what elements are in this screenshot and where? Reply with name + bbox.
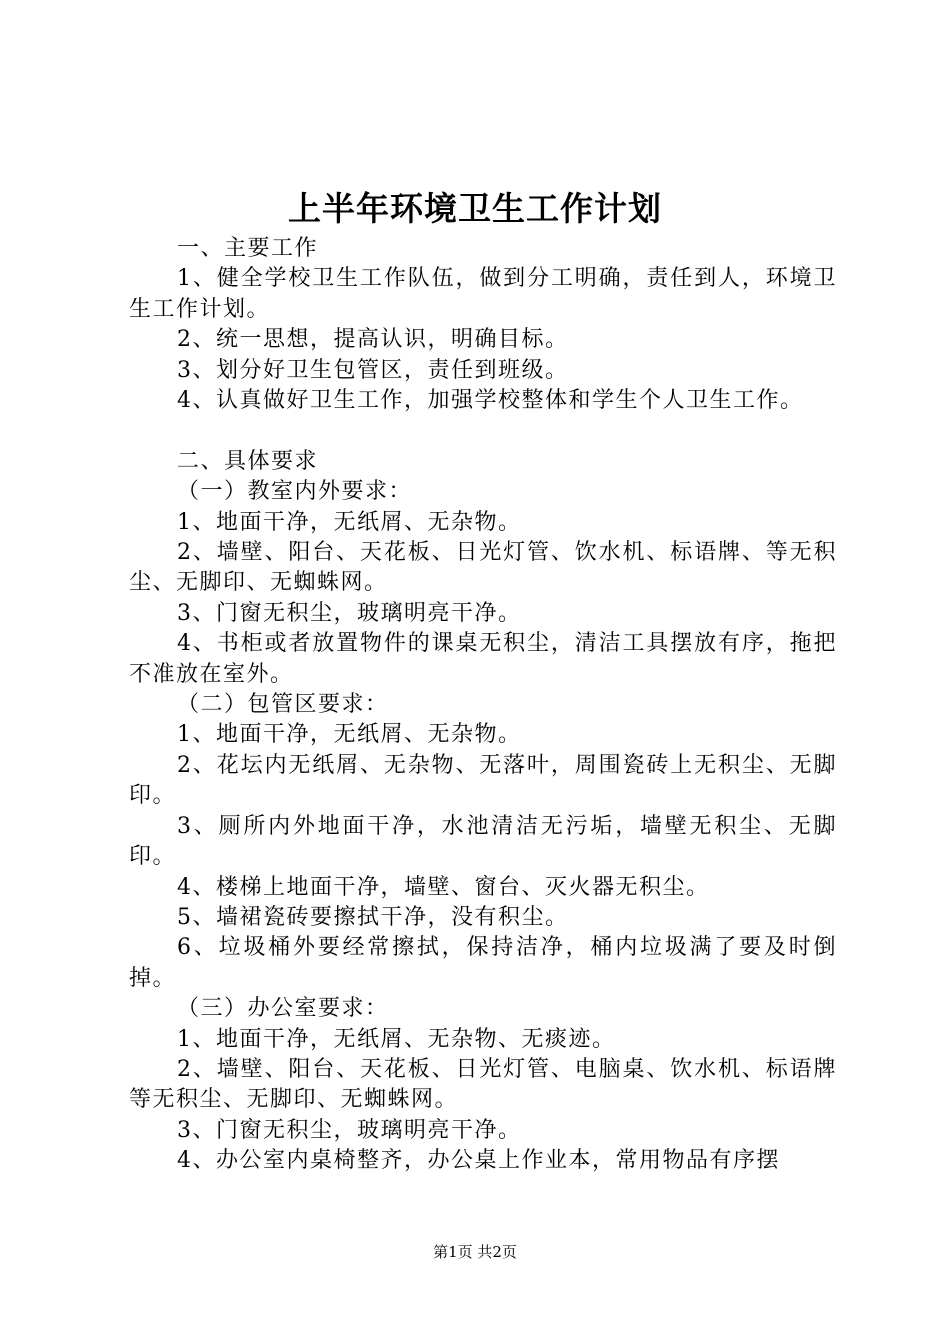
paragraph: 5、墙裙瓷砖要擦拭干净，没有积尘。 — [177, 904, 569, 930]
paragraph: 2、花坛内无纸屑、无杂物、无落叶，周围瓷砖上无积尘、无脚印。 — [129, 752, 837, 809]
subsection-heading-office: （三）办公室要求： — [177, 996, 389, 1022]
paragraph: 2、墙壁、阳台、天花板、日光灯管、饮水机、标语牌、等无积尘、无脚印、无蜘蛛网。 — [129, 540, 837, 596]
document-body — [129, 234, 837, 1177]
paragraph: 4、认真做好卫生工作，加强学校整体和学生个人卫生工作。 — [177, 388, 804, 414]
section-heading-requirements: 二、具体要求 — [177, 448, 319, 474]
subsection-heading-classroom: （一）教室内外要求： — [177, 479, 413, 505]
subsection-heading-managed-area: （二）包管区要求： — [177, 692, 389, 718]
paragraph: 4、楼梯上地面干净，墙壁、窗台、灭火器无积尘。 — [177, 874, 710, 900]
paragraph: 1、地面干净，无纸屑、无杂物。 — [177, 509, 522, 535]
paragraph: 6、垃圾桶外要经常擦拭，保持洁净，桶内垃圾满了要及时倒掉。 — [129, 935, 837, 991]
section-heading-main-work: 一、主要工作 — [177, 236, 319, 261]
paragraph: 3、厕所内外地面干净，水池清洁无污垢，墙壁无积尘、无脚印。 — [129, 813, 837, 870]
paragraph: 2、墙壁、阳台、天花板、日光灯管、电脑桌、饮水机、标语牌等无积尘、无脚印、无蜘蛛网。 — [129, 1056, 837, 1113]
paragraph: 3、划分好卫生包管区，责任到班级。 — [177, 357, 569, 383]
document-title: 上半年环境卫生工作计划 — [288, 189, 662, 228]
paragraph: 4、办公室内桌椅整齐，办公桌上作业本，常用物品有序摆 — [177, 1148, 780, 1174]
paragraph: 2、统一思想，提高认识，明确目标。 — [177, 327, 569, 353]
paragraph: 1、健全学校卫生工作队伍，做到分工明确，责任到人，环境卫生工作计划。 — [129, 266, 837, 322]
paragraph: 1、地面干净，无纸屑、无杂物。 — [177, 722, 522, 748]
paragraph: 1、地面干净，无纸屑、无杂物、无痰迹。 — [177, 1026, 616, 1052]
page-number-indicator: 第1页 共2页 — [433, 1243, 517, 1261]
paragraph: 3、门窗无积尘，玻璃明亮干净。 — [177, 600, 522, 626]
paragraph: 3、门窗无积尘，玻璃明亮干净。 — [177, 1117, 522, 1143]
paragraph: 4、书柜或者放置物件的课桌无积尘，清洁工具摆放有序，拖把不准放在室外。 — [129, 631, 837, 687]
